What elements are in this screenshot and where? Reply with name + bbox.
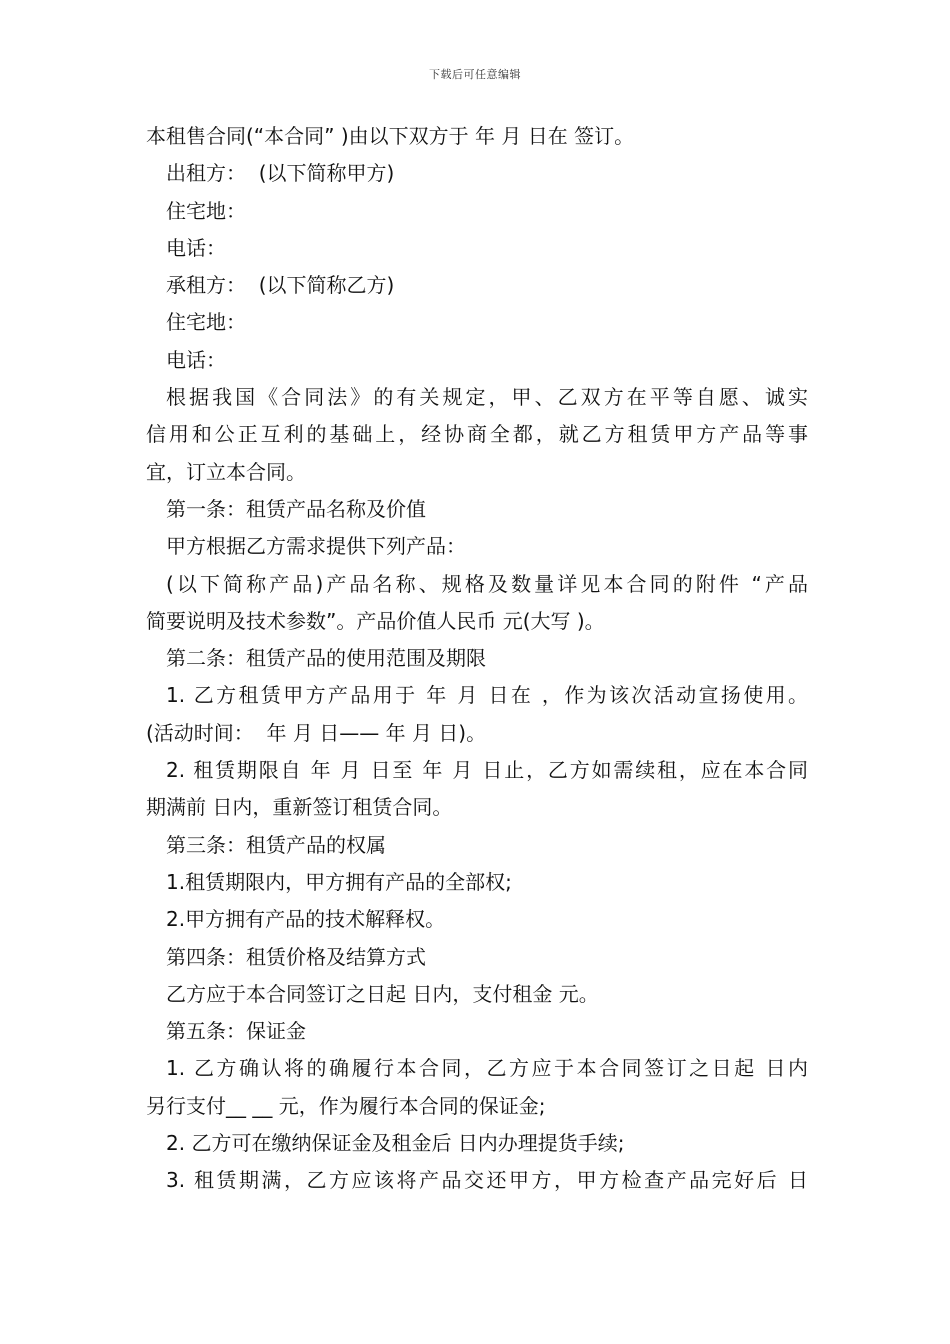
document-line: 宜，订立本合同。 (146, 459, 306, 484)
document-line: 甲方根据乙方需求提供下列产品： (166, 534, 466, 559)
document-line: 第五条：保证金 (166, 1019, 306, 1044)
document-line: 1. 乙方租赁甲方产品用于 年 月 日在 ，作为该次活动宣扬使用。 (166, 683, 808, 708)
document-line: 简要说明及技术参数”。产品价值人民币 元(大写 )。 (146, 608, 605, 633)
document-line: 2.甲方拥有产品的技术解释权。 (166, 907, 446, 932)
document-line: 本租售合同(“本合同” )由以下双方于 年 月 日在 签订。 (146, 124, 635, 148)
document-line: 2. 乙方可在缴纳保证金及租金后 日内办理提货手续; (166, 1131, 625, 1156)
document-line: 1. 乙方确认将的确履行本合同，乙方应于本合同签订之日起 日内 (166, 1056, 808, 1081)
document-line: 期满前 日内，重新签订租赁合同。 (146, 795, 453, 820)
document-line: 信用和公正互利的基础上，经协商全都，就乙方租赁甲方产品等事 (146, 422, 808, 447)
page-header-note: 下载后可任意编辑 (429, 68, 521, 81)
document-line: (以下简称产品)产品名称、规格及数量详见本合同的附件 “产品 (166, 571, 808, 596)
document-line: 根据我国《合同法》的有关规定，甲、乙双方在平等自愿、诚实 (166, 385, 808, 410)
document-line: 2. 租赁期限自 年 月 日至 年 月 日止，乙方如需续租，应在本合同 (166, 758, 808, 783)
document-line: 第三条：租赁产品的权属 (166, 832, 386, 857)
document-line: 出租方： (以下简称甲方) (166, 161, 395, 186)
document-line: 住宅地： (166, 198, 246, 223)
document-line: 乙方应于本合同签订之日起 日内，支付租金 元。 (166, 981, 599, 1006)
document-line: 3. 租赁期满，乙方应该将产品交还甲方，甲方检查产品完好后 日 (166, 1168, 808, 1193)
document-line: 电话： (166, 235, 226, 260)
document-line: 承租方： (以下简称乙方) (166, 273, 395, 298)
document-line: 电话： (166, 347, 226, 372)
document-line: 另行支付__ __ 元，作为履行本合同的保证金; (146, 1093, 546, 1118)
document-line: 1.租赁期限内，甲方拥有产品的全部权; (166, 869, 512, 894)
document-line: 第四条：租赁价格及结算方式 (166, 944, 426, 969)
document-line: 第二条：租赁产品的使用范围及期限 (166, 646, 486, 671)
document-line: 第一条：租赁产品名称及价值 (166, 496, 426, 521)
document-line: 住宅地： (166, 310, 246, 335)
document-line: (活动时间： 年 月 日—— 年 月 日)。 (146, 720, 487, 745)
document-body (146, 118, 808, 1200)
